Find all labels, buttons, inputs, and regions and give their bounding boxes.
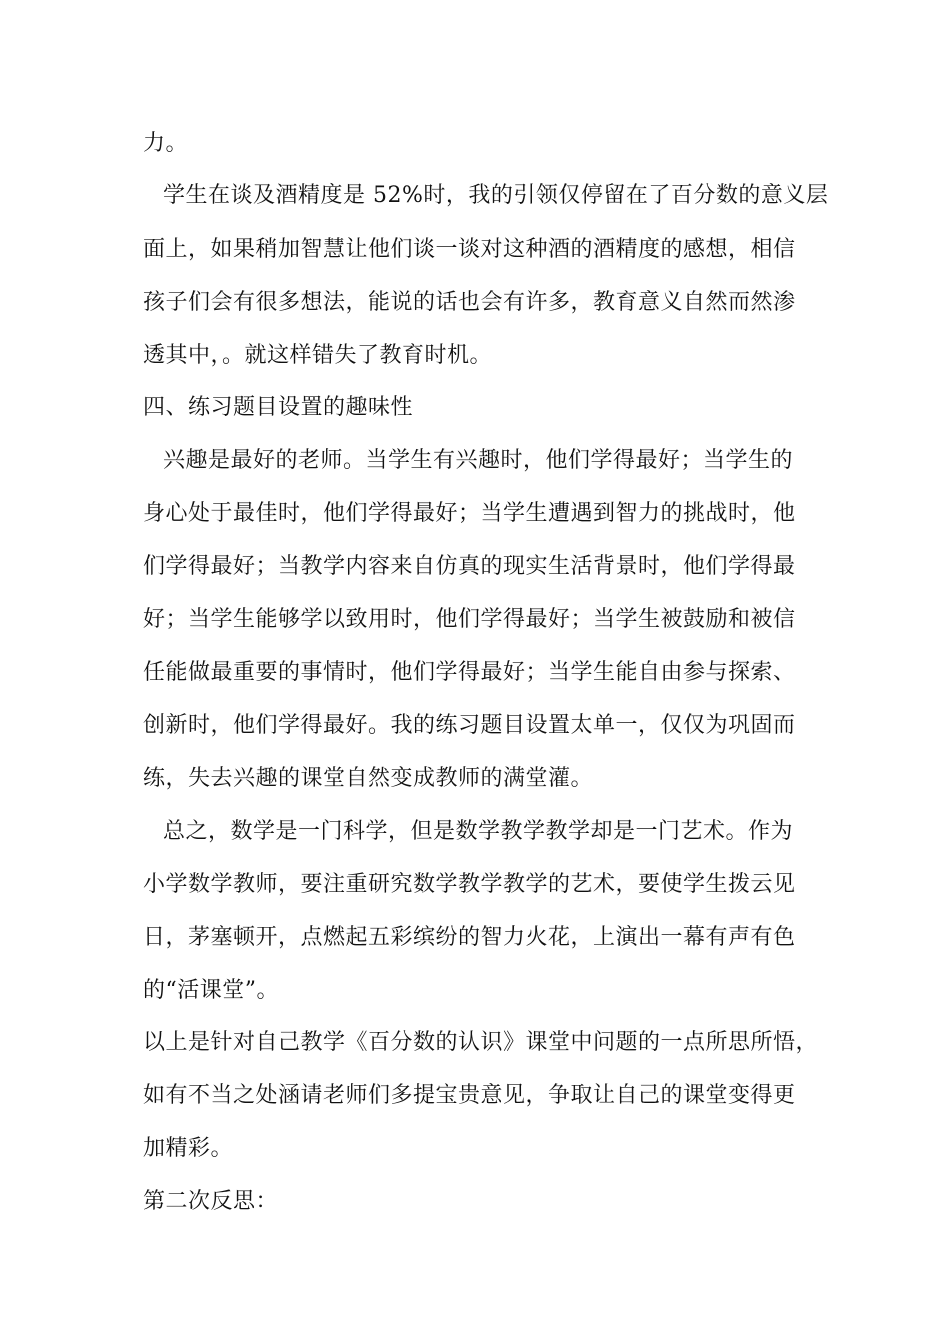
text-line: 们学得最好；当教学内容来自仿真的现实生活背景时，他们学得最 — [143, 554, 796, 579]
text-line: 加精彩。 — [143, 1136, 234, 1161]
text-line: 孩子们会有很多想法，能说的话也会有许多，教育意义自然而然渗 — [143, 290, 796, 315]
text-line: 小学数学教师，要注重研究数学教学教学的艺术，要使学生拨云见 — [143, 872, 796, 897]
section-heading: 第二次反思： — [143, 1189, 279, 1214]
paragraph-start-line: 学生在谈及酒精度是 52%时，我的引领仅停留在了百分数的意义层 — [163, 183, 829, 208]
text-line: 以上是针对自己教学《百分数的认识》课堂中问题的一点所思所悟， — [143, 1030, 819, 1055]
text-line: 透其中，。就这样错失了教育时机。 — [143, 343, 493, 368]
text-line: 创新时，他们学得最好。我的练习题目设置太单一，仅仅为巩固而 — [143, 713, 796, 738]
section-heading: 四、练习题目设置的趣味性 — [143, 395, 414, 420]
text-line: 日，茅塞顿开，点燃起五彩缤纷的智力火花，上演出一幕有声有色 — [143, 925, 796, 950]
text-line: 好；当学生能够学以致用时，他们学得最好；当学生被鼓励和被信 — [143, 607, 796, 632]
paragraph-start-line: 兴趣是最好的老师。当学生有兴趣时，他们学得最好；当学生的 — [163, 448, 794, 473]
text-line: 面上，如果稍加智慧让他们谈一谈对这种酒的酒精度的感想，相信 — [143, 237, 796, 262]
paragraph-start-line: 总之，数学是一门科学，但是数学教学教学却是一门艺术。作为 — [163, 819, 794, 844]
text-line: 力。 — [143, 131, 189, 156]
text-line: 练，失去兴趣的课堂自然变成教师的满堂灌。 — [143, 766, 594, 791]
text-line: 任能做最重要的事情时，他们学得最好；当学生能自由参与探索、 — [143, 660, 796, 685]
text-line: 如有不当之处涵请老师们多提宝贵意见，争取让自己的课堂变得更 — [143, 1083, 796, 1108]
text-line: 身心处于最佳时，他们学得最好；当学生遭遇到智力的挑战时，他 — [143, 501, 796, 526]
text-line: 的“活课堂”。 — [143, 978, 279, 1003]
